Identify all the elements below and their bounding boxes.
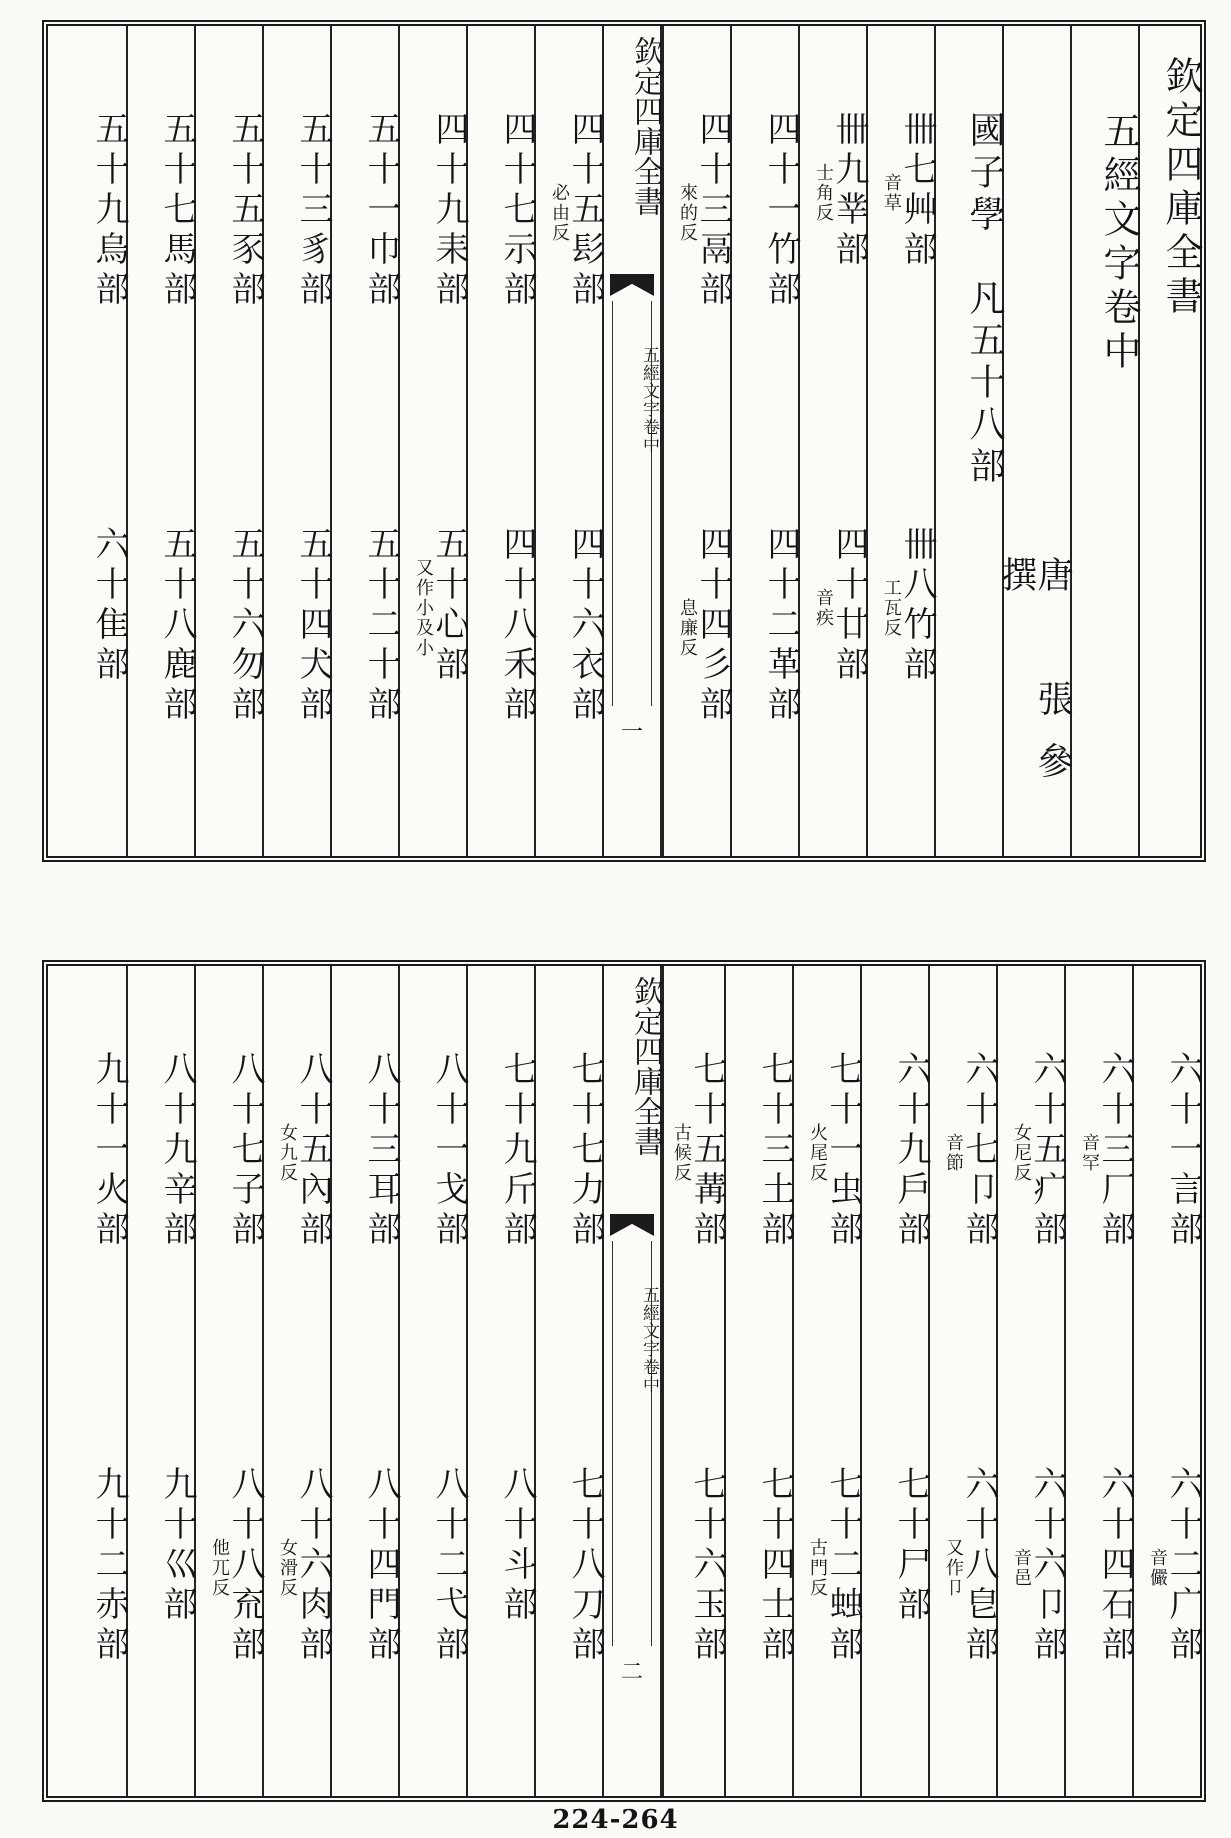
radical-entry: 四十四彡部 息廉反: [654, 526, 730, 726]
entry-column: [662, 966, 727, 1796]
entry-column: [398, 966, 469, 1796]
entry-column: [126, 966, 197, 1796]
radical-entry: 五十四犬部: [293, 526, 333, 726]
radical-entry: 四十五髟部 必由反: [526, 111, 602, 311]
spine-title: 欽定四庫全書: [628, 36, 663, 216]
section-header: 國子學 凡五十八部: [964, 111, 1005, 489]
radical-entry: 五十八鹿部: [157, 526, 197, 726]
radical-entry: 八十二弋部: [429, 1466, 469, 1666]
radical-entry: 八十斗部: [497, 1466, 537, 1626]
entry-note: 古門反: [807, 1538, 828, 1598]
radical-entry: 六十七卩部 音節: [920, 1051, 996, 1251]
radical-entry: 七十二䖵部 古門反: [784, 1466, 860, 1666]
radical-entry: 五十一巾部: [361, 111, 401, 311]
folio-number: 二: [620, 1660, 643, 1685]
radical-entry: 五十五豕部: [225, 111, 265, 311]
entry-note: 女尼反: [1011, 1123, 1032, 1183]
entry-column: [866, 26, 937, 856]
entry-column: [466, 966, 537, 1796]
radical-entry: 七十四士部: [755, 1466, 795, 1666]
entry-column: [194, 966, 265, 1796]
spine-juan: 五經文字卷中: [639, 346, 659, 454]
entry-note: 音疾: [813, 588, 834, 628]
radical-entry: 八十八㐬部 他兀反: [186, 1466, 262, 1666]
radical-entry: 八十七子部: [225, 1051, 265, 1251]
entry-note: 古候反: [671, 1123, 692, 1183]
entry-column: [534, 26, 605, 856]
page-number: 224-264: [552, 1805, 679, 1835]
book-title-column: [1138, 26, 1203, 856]
entry-column: [662, 26, 733, 856]
entry-column: [730, 26, 801, 856]
radical-entry: 八十九辛部: [157, 1051, 197, 1251]
book-title: 欽定四庫全書: [1159, 56, 1203, 320]
radical-entry: 四十六衣部: [565, 526, 605, 726]
radical-entry: 八十五內部 女九反: [254, 1051, 330, 1251]
entry-note: 必由反: [549, 183, 570, 243]
center-spine: [602, 26, 662, 856]
radical-entry: 四十八禾部: [497, 526, 537, 726]
spine-juan: 五經文字卷中: [639, 1286, 659, 1394]
radical-entry: 六十四石部: [1095, 1466, 1135, 1666]
radical-entry: 卌九丵部 士角反: [790, 111, 866, 271]
entry-note: 音罕: [1079, 1133, 1100, 1173]
radical-entry: 六十九戶部: [891, 1051, 931, 1251]
entry-note: 又作卩: [943, 1538, 964, 1598]
radical-entry: 七十七力部: [565, 1051, 605, 1251]
entry-column: [58, 966, 129, 1796]
radical-entry: 八十六肉部 女滑反: [254, 1466, 330, 1666]
entry-column: [724, 966, 795, 1796]
radical-entry: 六十隹部: [89, 526, 129, 686]
radical-entry: 五十心部 又作小及小: [390, 526, 466, 686]
radical-entry: 卌七艸部 音草: [858, 111, 934, 271]
radical-entry: 四十一竹部: [761, 111, 801, 311]
radical-entry: 八十四門部: [361, 1466, 401, 1666]
entry-column: [466, 26, 537, 856]
radical-entry: 六十一言部: [1163, 1051, 1203, 1251]
radical-entry: 七十尸部: [891, 1466, 931, 1626]
radical-entry: 六十二广部 音儼: [1124, 1466, 1200, 1666]
bottom-page: [42, 960, 1206, 1802]
radical-entry: 五十二十部: [361, 526, 401, 726]
radical-entry: 七十九斤部: [497, 1051, 537, 1251]
radical-entry: 四十三鬲部 來的反: [654, 111, 730, 311]
radical-entry: 四十二革部: [761, 526, 801, 726]
entry-column: [58, 26, 129, 856]
entry-column: [194, 26, 265, 856]
fishtail-mark: [610, 1214, 654, 1236]
radical-entry: 九十一火部: [89, 1051, 129, 1251]
radical-entry: 五十九烏部: [89, 111, 129, 311]
section-header-column: [934, 26, 1005, 856]
entry-column: [330, 26, 401, 856]
entry-note: 音草: [881, 173, 902, 213]
fishtail-mark: [610, 274, 654, 296]
radical-entry: 卌八竹部 工瓦反: [858, 526, 934, 686]
radical-entry: 六十三厂部 音罕: [1056, 1051, 1132, 1251]
radical-entry: 九十二赤部: [89, 1466, 129, 1666]
entry-column: [928, 966, 999, 1796]
entry-column: [262, 26, 333, 856]
radical-entry: 五十七馬部: [157, 111, 197, 311]
entry-note: 女九反: [277, 1123, 298, 1183]
center-spine: [602, 966, 662, 1796]
entry-column: [1132, 966, 1203, 1796]
radical-entry: 八十三耳部: [361, 1051, 401, 1251]
entry-column: [398, 26, 469, 856]
entry-note: 息廉反: [677, 598, 698, 658]
radical-entry: 七十五冓部 古候反: [648, 1051, 724, 1251]
entry-column: [534, 966, 605, 1796]
top-page: [42, 20, 1206, 866]
entry-column: [330, 966, 401, 1796]
folio-number: 一: [620, 720, 643, 745]
entry-note: 女滑反: [277, 1538, 298, 1598]
work-title-column: [1070, 26, 1141, 856]
entry-column: [792, 966, 863, 1796]
entry-note: 工瓦反: [881, 578, 902, 638]
entry-column: [860, 966, 931, 1796]
author: 唐 張參 撰: [996, 556, 1073, 866]
spine-title: 欽定四庫全書: [628, 976, 663, 1156]
entry-note: 他兀反: [209, 1538, 230, 1598]
radical-entry: 五十三豸部: [293, 111, 333, 311]
radical-entry: 七十八刀部: [565, 1466, 605, 1666]
radical-entry: 四十九耒部: [429, 111, 469, 311]
author-column: [996, 26, 1073, 866]
radical-entry: 五十六勿部: [225, 526, 265, 726]
entry-note: 火尾反: [807, 1123, 828, 1183]
entry-column: [996, 966, 1067, 1796]
radical-entry: 四十七示部: [497, 111, 537, 311]
entry-note: 又作小及小: [413, 558, 434, 658]
radical-entry: 八十一戈部: [429, 1051, 469, 1251]
radical-entry: 七十一虫部 火尾反: [784, 1051, 860, 1251]
entry-note: 士角反: [813, 163, 834, 223]
radical-entry: 六十五疒部 女尼反: [988, 1051, 1064, 1251]
entry-column: [798, 26, 869, 856]
work-title: 五經文字卷中: [1097, 111, 1141, 375]
radical-entry: 九十巛部: [157, 1466, 197, 1626]
entry-note: 來的反: [677, 183, 698, 243]
radical-entry: 七十六玉部: [687, 1466, 727, 1666]
radical-entry: 六十八皀部 又作卩: [920, 1466, 996, 1666]
entry-column: [1064, 966, 1135, 1796]
radical-entry: 六十六卩部 音邑: [988, 1466, 1064, 1666]
entry-column: [262, 966, 333, 1796]
entry-note: 音儼: [1147, 1548, 1168, 1588]
radical-entry: 四十廿部 音疾: [790, 526, 866, 686]
entry-column: [126, 26, 197, 856]
entry-note: 音邑: [1011, 1548, 1032, 1588]
radical-entry: 七十三土部: [755, 1051, 795, 1251]
entry-note: 音節: [943, 1133, 964, 1173]
